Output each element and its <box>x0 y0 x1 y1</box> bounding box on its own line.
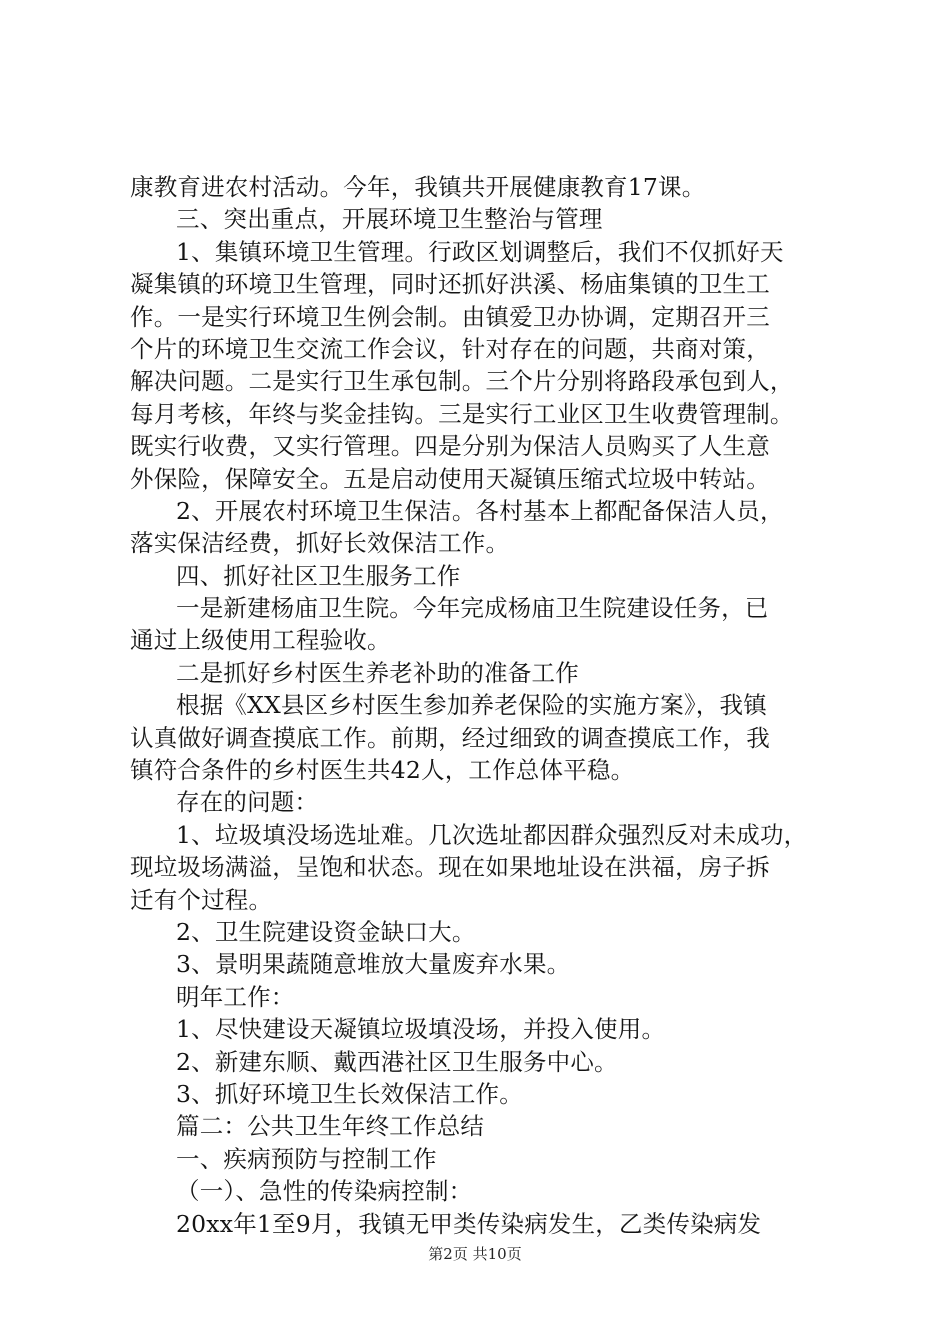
text-line: 现垃圾场满溢，呈饱和状态。现在如果地址设在洪福，房子拆 <box>130 853 770 882</box>
text-line: 镇符合条件的乡村医生共42人，工作总体平稳。 <box>130 756 635 785</box>
text-line: 根据《XX县区乡村医生参加养老保险的实施方案》，我镇 <box>176 691 767 720</box>
text-line: 2、新建东顺、戴西港社区卫生服务中心。 <box>176 1047 618 1076</box>
text-line: 2、卫生院建设资金缺口大。 <box>176 917 476 946</box>
page-footer: 第2页 共10页 <box>428 1245 522 1263</box>
text-line: 二是抓好乡村医生养老补助的准备工作 <box>176 658 579 687</box>
text-line: 3、抓好环境卫生长效保洁工作。 <box>176 1079 523 1108</box>
text-line: 认真做好调查摸底工作。前期，经过细致的调查摸底工作，我 <box>130 723 770 752</box>
text-line: 1、集镇环境卫生管理。行政区划调整后，我们不仅抓好天 <box>176 237 784 266</box>
text-line: （一）、急性的传染病控制： <box>176 1177 473 1206</box>
text-line: 一是新建杨庙卫生院。今年完成杨庙卫生院建设任务，已 <box>176 594 769 623</box>
text-line: 2、开展农村环境卫生保洁。各村基本上都配备保洁人员， <box>176 496 784 525</box>
text-line: 通过上级使用工程验收。 <box>130 626 391 655</box>
text-line: 个片的环境卫生交流工作会议，针对存在的问题，共商对策， <box>130 334 770 363</box>
document-body <box>130 171 830 1240</box>
text-line: 1、垃圾填没场选址难。几次选址都因群众强烈反对未成功， <box>176 820 808 849</box>
text-line: 20xx年1至9月，我镇无甲类传染病发生，乙类传染病发 <box>176 1209 762 1238</box>
text-line: 迁有个过程。 <box>130 885 273 914</box>
text-line: 解决问题。二是实行卫生承包制。三个片分别将路段承包到人， <box>130 367 794 396</box>
text-line: 篇二：公共卫生年终工作总结 <box>176 1112 485 1141</box>
text-line: 外保险，保障安全。五是启动使用天凝镇压缩式垃圾中转站。 <box>130 464 770 493</box>
text-line: 三、突出重点，开展环境卫生整治与管理 <box>176 205 603 234</box>
text-line: 作。一是实行环境卫生例会制。由镇爱卫办协调，定期召开三 <box>130 302 770 331</box>
text-line: 既实行收费，又实行管理。四是分别为保洁人员购买了人生意 <box>130 432 770 461</box>
text-line: 康教育进农村活动。今年，我镇共开展健康教育17课。 <box>130 173 706 201</box>
text-line: 3、景明果蔬随意堆放大量废弃水果。 <box>176 950 571 979</box>
text-line: 每月考核，年终与奖金挂钩。三是实行工业区卫生收费管理制。 <box>130 399 794 428</box>
text-line: 1、尽快建设天凝镇垃圾填没场，并投入使用。 <box>176 1015 666 1044</box>
text-line: 凝集镇的环境卫生管理，同时还抓好洪溪、杨庙集镇的卫生工 <box>130 270 770 299</box>
text-line: 明年工作： <box>176 982 295 1011</box>
text-line: 存在的问题： <box>176 788 319 817</box>
text-line: 四、抓好社区卫生服务工作 <box>176 561 461 590</box>
text-line: 落实保洁经费，抓好长效保洁工作。 <box>130 529 510 558</box>
text-line: 一、疾病预防与控制工作 <box>176 1144 437 1173</box>
